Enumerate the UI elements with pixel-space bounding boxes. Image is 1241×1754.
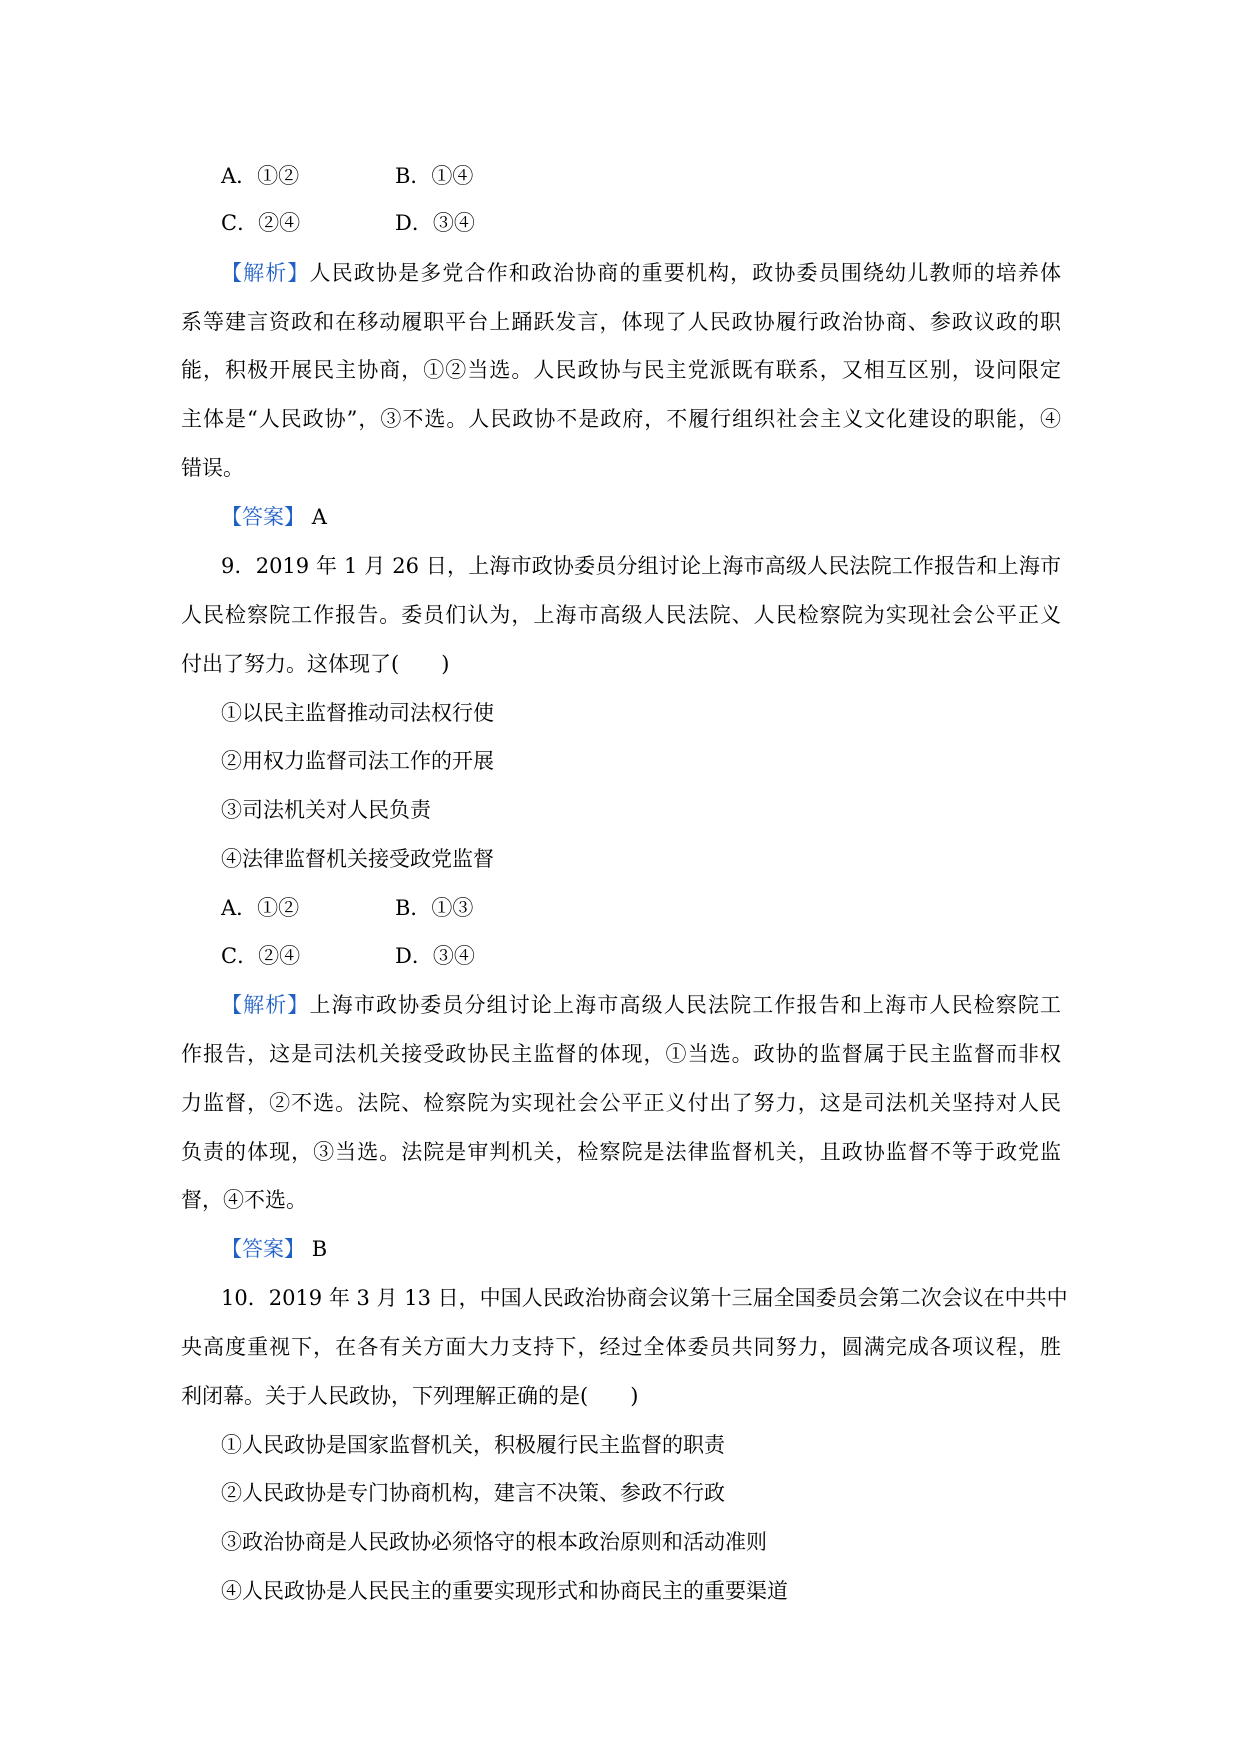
option-d: D．③④	[395, 944, 475, 968]
statement-item: ②人民政协是专门协商机构，建言不决策、参政不行政	[221, 1481, 725, 1505]
question-stem: 10．2019 年 3 月 13 日，中国人民政治协商会议第十三届全国委员会第二次会议在中共中	[221, 1286, 1068, 1310]
question-stem: 人民检察院工作报告。委员们认为，上海市高级人民法院、人民检察院为实现社会公平正义	[181, 603, 1061, 627]
option-a: A．①②	[221, 896, 300, 920]
statement-item: ④法律监督机关接受政党监督	[221, 847, 494, 871]
answer-label: 【答案】	[221, 1237, 305, 1261]
statement-item: ②用权力监督司法工作的开展	[221, 749, 494, 773]
question-stem: 利闭幕。关于人民政协，下列理解正确的是( )	[181, 1384, 639, 1408]
analysis-line: 能，积极开展民主协商，①②当选。人民政协与民主党派既有联系，又相互区别，设问限定	[181, 358, 1061, 382]
analysis-line: 错误。	[181, 456, 244, 480]
analysis-line: 负责的体现，③当选。法院是审判机关，检察院是法律监督机关，且政协监督不等于政党监	[181, 1140, 1061, 1164]
analysis-line: 系等建言资政和在移动履职平台上踊跃发言，体现了人民政协履行政治协商、参政议政的职	[181, 310, 1061, 334]
option-row	[221, 163, 474, 189]
analysis-line: 作报告，这是司法机关接受政协民主监督的体现，①当选。政协的监督属于民主监督而非权	[181, 1042, 1061, 1066]
analysis-line: 督，④不选。	[181, 1188, 307, 1212]
option-d: D．③④	[395, 211, 475, 235]
answer-value: A	[311, 505, 327, 529]
statement-item: ④人民政协是人民民主的重要实现形式和协商民主的重要渠道	[221, 1579, 788, 1603]
option-row	[221, 895, 474, 921]
option-c: C．②④	[221, 211, 301, 235]
analysis-line: 力监督，②不选。法院、检察院为实现社会公平正义付出了努力，这是司法机关坚持对人民	[181, 1091, 1061, 1115]
statement-item: ③政治协商是人民政协必须恪守的根本政治原则和活动准则	[221, 1530, 767, 1554]
answer-line	[221, 1236, 327, 1262]
analysis-label: 【解析】	[221, 993, 310, 1017]
question-stem: 付出了努力。这体现了( )	[181, 652, 450, 676]
option-c: C．②④	[221, 944, 301, 968]
option-a: A．①②	[221, 164, 300, 188]
answer-label: 【答案】	[221, 505, 305, 529]
analysis-line: 【解析】人民政协是多党合作和政治协商的重要机构，政协委员围绕幼儿教师的培养体	[221, 261, 1062, 285]
answer-value: B	[311, 1237, 328, 1261]
analysis-line: 主体是“人民政协”，③不选。人民政协不是政府，不履行组织社会主义文化建设的职能，④	[181, 407, 1061, 431]
statement-item: ①以民主监督推动司法权行使	[221, 701, 494, 725]
question-stem: 央高度重视下，在各有关方面大力支持下，经过全体委员共同努力，圆满完成各项议程，胜	[181, 1335, 1061, 1359]
option-row	[221, 943, 475, 969]
statement-item: ③司法机关对人民负责	[221, 798, 431, 822]
question-stem: 9．2019 年 1 月 26 日，上海市政协委员分组讨论上海市高级人民法院工作报告和上海市	[221, 554, 1061, 578]
option-b: B．①④	[395, 164, 474, 188]
option-b: B．①③	[395, 896, 474, 920]
statement-item: ①人民政协是国家监督机关，积极履行民主监督的职责	[221, 1433, 725, 1457]
analysis-line: 【解析】上海市政协委员分组讨论上海市高级人民法院工作报告和上海市人民检察院工	[221, 993, 1062, 1017]
option-row	[221, 210, 475, 236]
analysis-label: 【解析】	[221, 261, 310, 285]
answer-line	[221, 504, 327, 530]
